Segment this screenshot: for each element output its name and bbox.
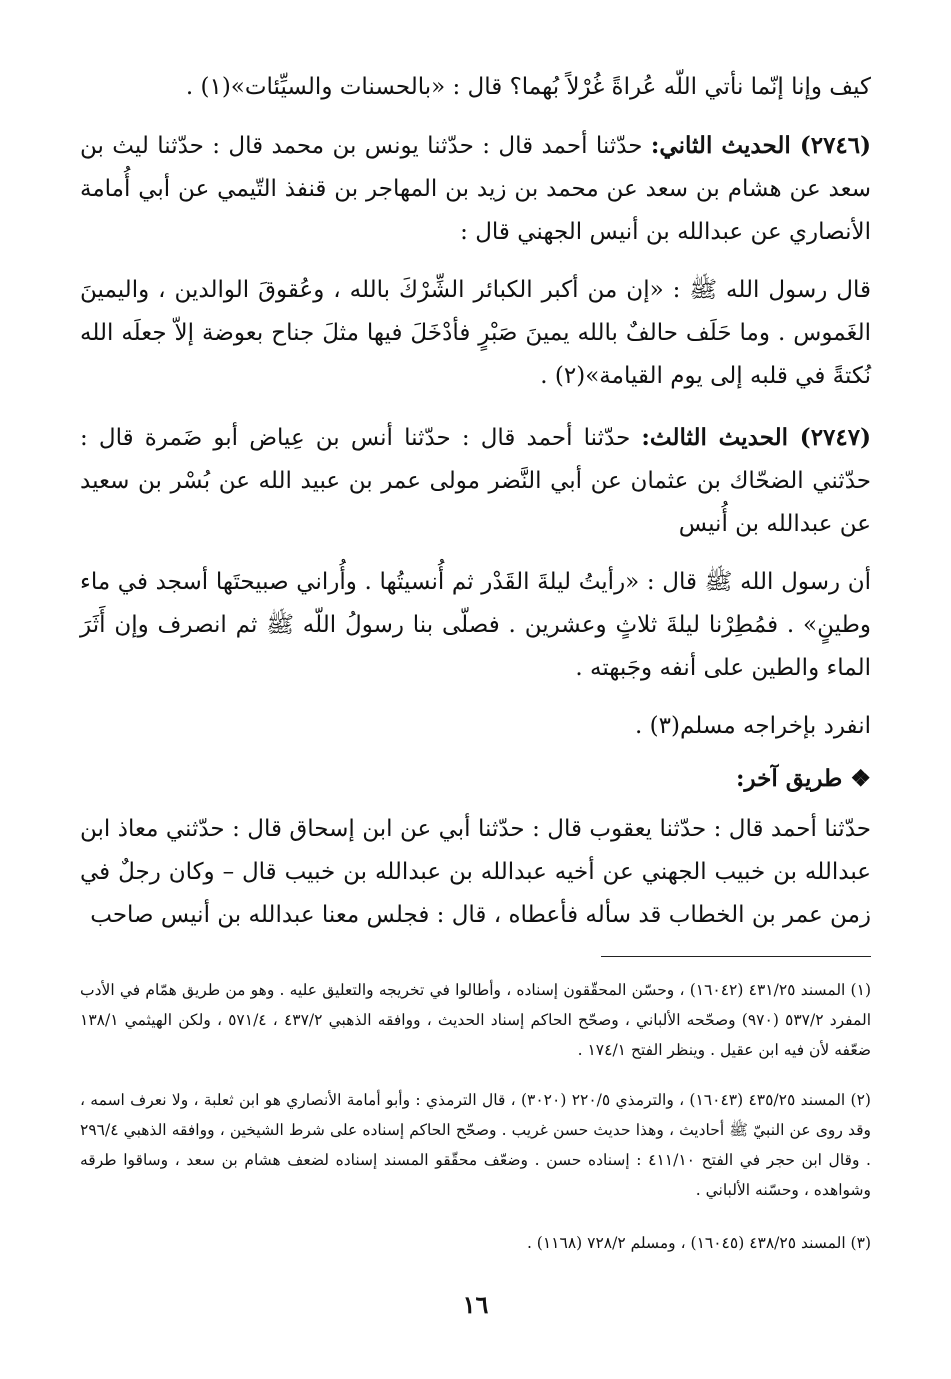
- hadith-2747-label: (٢٧٤٧) الحديث الثالث:: [641, 424, 871, 451]
- footnote-separator: [601, 956, 871, 957]
- hadith-2747-matn: أن رسول الله ﷺ قال : «رأيتُ ليلةَ القَدْر ثم أُنسيتُها . وأُراني صبيحتَها أسجد في ماء وطينٍ» . فمُطِرْنا ليلةَ ثلاثٍ وعشرين . فصلّى بنا رسولُ اللّه ﷺ ثم انصرف وإن أَثَرَ الماء والطين على أنفه وجَبهته .: [80, 569, 871, 681]
- hadith-2746-matn: قال رسول الله ﷺ : «إن من أكبر الكبائر الشِّرْكَ بالله ، وعُقوقَ الوالدين ، واليمينَ الغَموس . وما حَلَف حالفٌ بالله يمينَ صَبْرٍ فأدْخَلَ فيها مثلَ جناح بعوضة إلاّ جعلَه الله نُكتةً في قلبه إلى يوم القيامة»(٢) .: [80, 277, 871, 389]
- paragraph-continuation: كيف وإنا إنّما نأتي اللّه عُراةً غُرْلاً بُهما؟ قال : «بالحسنات والسيِّئات»(١) .: [185, 74, 871, 100]
- page-number: ١٦: [462, 1290, 489, 1319]
- hadith-2746-label: (٢٧٤٦) الحديث الثاني:: [650, 132, 872, 159]
- footnote-3: (٣) المسند ٤٣٨/٢٥ (١٦٠٤٥) ، ومسلم ٧٢٨/٢ (١١٦٨) .: [526, 1234, 871, 1252]
- hadith-2746-isnad: [80, 124, 871, 254]
- hadith-2746-chain: حدّثنا أحمد قال : حدّثنا يونس بن محمد قال : حدّثنا ليث بن سعد عن هشام بن سعد عن محمد بن زيد بن المهاجر بن قنفذ التّيمي عن أبي أُمامة الأنصاري عن عبدالله بن أنيس الجهني قال :: [80, 133, 871, 245]
- hadith-2747-isnad: [80, 416, 871, 546]
- hadith-2747-note: انفرد بإخراجه مسلم(٣) .: [635, 713, 871, 739]
- hadith-2747-chain: حدّثنا أحمد قال : حدّثنا أنس بن عِياض أبو ضَمرة قال : حدّثني الضحّاك بن عثمان عن أبي النَّضر مولى عمر بن عبيد الله عن بُسْر بن سعيد عن عبدالله بن أُنيس: [80, 425, 871, 537]
- alternate-chain-paragraph: حدّثنا أحمد قال : حدّثنا يعقوب قال : حدّثنا أبي عن ابن إسحاق قال : حدّثني معاذ ابن عبدالله بن خبيب الجهني عن أخيه عبدالله بن عبدالله بن خبيب قال – وكان رجلٌ في زمن عمر بن الخطاب قد سأله فأعطاه ، قال : فجلس معنا عبدالله بن أنيس صاحب: [80, 816, 871, 928]
- footnote-1: (١) المسند ٤٣١/٢٥ (١٦٠٤٢) ، وحسّن المحقّقون إسناده ، وأطالوا في تخريجه والتعليق عليه . وهو من طريق همّام في الأدب المفرد ٥٣٧/٢ (٩٧٠) وصحّحه الألباني ، وصحّح الحاكم إسناد الحديث ، ووافقه الذهبي ٤٣٧/٢ ، ٥٧١/٤ ، ولكن الهيثمي ١٣٨/١ ضعّفه لأن فيه ابن عقيل . وينظر الفتح ١٧٤/١ .: [80, 981, 871, 1059]
- footnote-2: (٢) المسند ٤٣٥/٢٥ (١٦٠٤٣) ، والترمذي ٢٢٠/٥ (٣٠٢٠) ، قال الترمذي : وأبو أمامة الأنصاري هو ابن ثعلبة ، ولا نعرف اسمه ، وقد روى عن النبيّ ﷺ أحاديث ، وهذا حديث حسن غريب . وصحّح الحاكم إسناده على شرط الشيخين ، ووافقه الذهبي ٢٩٦/٤ . وقال ابن حجر في الفتح ٤١١/١٠ : إسناده حسن . وضعّف محقّقو المسند إسناده لضعف هشام بن سعد ، وساقوا طرقه وشواهده ، وحسّنه الألباني .: [80, 1091, 871, 1199]
- section-heading: ❖ طريق آخر:: [735, 765, 871, 792]
